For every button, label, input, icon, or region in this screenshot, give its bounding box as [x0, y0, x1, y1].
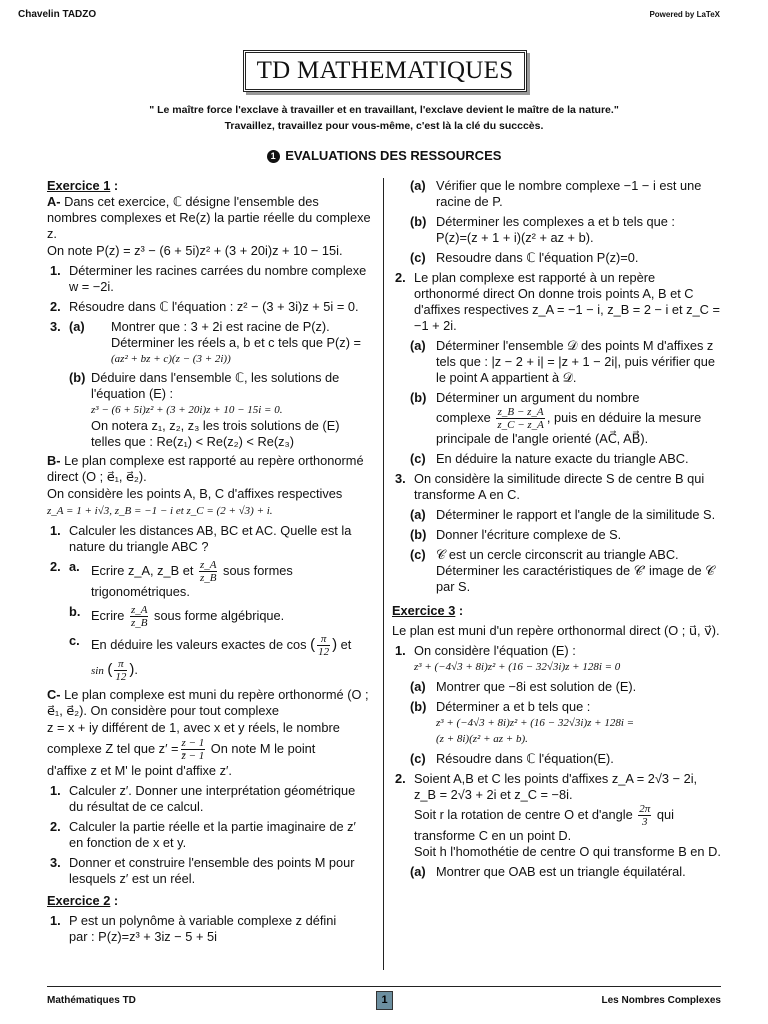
item-r3c: (c) 𝒞 est un cercle circonscrit au triangle ABC. Déterminer les caractéristiques de 𝒞′ image de 𝒞 par S. [410, 547, 715, 594]
item-b1: 1. Calculer les distances AB, BC et AC. Quelle est la nature du triangle ABC ? [50, 523, 352, 554]
item-r2c: (c) En déduire la nature exacte du triangle ABC. [410, 451, 689, 466]
item-a3a: (a) Montrer que : 3 + 2i est racine de P(z). Déterminer les réels a, b et c tels que P(z) = (az² + bz + c)(z − (3 + 2i)) [69, 319, 361, 365]
part-b-intro: B- Le plan complexe est rapporté au repère orthonormé direct (O ; e⃗₁, e⃗₂). [47, 453, 364, 484]
item-e2-1: 1. P est un polynôme à variable complexe z défini par : P(z)=z³ + 3iz − 5 + 5i [50, 913, 337, 944]
exercise-2-title: Exercice 2 : [47, 893, 119, 908]
item-e3-1b: (b) Déterminer a et b tels que : z³ + (−4√3 + 8i)z² + (16 − 32√3i)z + 128i = (z + 8i)(z² + az + b). [410, 699, 635, 745]
section-title: EVALUATIONS DES RESSOURCES [285, 148, 502, 163]
section-heading [0, 148, 768, 163]
item-r3: 3. On considère la similitude directe S de centre B qui transforme A en C. [395, 471, 705, 502]
part-a-intro: A- Dans cet exercice, ℂ désigne l'ensemble des nombres complexes et Re(z) la partie réelle du complexe z. [47, 194, 371, 241]
section-number-icon: 1 [267, 150, 280, 163]
left-column [47, 178, 372, 948]
item-c1: 1. Calculer z′. Donner une interprétation géométrique du résultat de ce calcul. [50, 783, 356, 814]
item-a3b: (b) Déduire dans l'ensemble ℂ, les solutions de l'équation (E) : z³ − (6 + 5i)z² + (3 + 20i)z + 10 − 15i = 0. On notera z₁, z₂, z₃ les trois solutions de (E) telles que : Re(z₁) < Re(z₂) < Re(z₃) [69, 370, 340, 449]
part-c-intro: C- Le plan complexe est muni du repère orthonormé (O ; e⃗₁, e⃗₂). On considère pour tout complexe [47, 687, 369, 718]
item-r1a: (a) Vérifier que le nombre complexe −1 − i est une racine de P. [410, 178, 702, 209]
item-r2a: (a) Déterminer l'ensemble 𝒟 des points M d'affixes z tels que : |z − 2 + i| = |z + 1 − 2i|, puis vérifier que le point A appartient à 𝒟. [410, 338, 715, 385]
exercise-3-intro: Le plan est muni d'un repère orthonormal direct (O ; u⃗, v⃗). [392, 623, 720, 638]
exercise-1-title: Exercice 1 : [47, 178, 119, 193]
item-e3-1a: (a) Montrer que −8i est solution de (E). [410, 679, 637, 694]
item-c2: 2. Calculer la partie réelle et la partie imaginaire de z′ en fonction de x et y. [50, 819, 356, 850]
item-b2b: b. Ecrire $\frac{z\_A}{z\_B}$ sous forme algébrique. [69, 604, 285, 629]
part-b-points: On considère les points A, B, C d'affixes respectives [47, 486, 343, 501]
footer-left: Mathématiques TD [47, 995, 136, 1006]
item-e3-2a: (a) Montrer que OAB est un triangle équilatéral. [410, 864, 686, 879]
part-c-line3: complexe Z tel que z′ = $\frac{z - 1}{z̄ - 1}$ On note M le point [47, 737, 316, 762]
item-r1c: (c) Resoudre dans ℂ l'équation P(z)=0. [410, 250, 639, 265]
footer-rule [47, 986, 721, 987]
part-c-line2: z = x + iy différent de 1, avec x et y réels, le nombre [47, 720, 340, 735]
item-r3a: (a) Déterminer le rapport et l'angle de la similitude S. [410, 507, 716, 522]
title-box [243, 50, 527, 92]
quote [0, 102, 768, 134]
author: Chavelin TADZO [18, 9, 97, 20]
page-title: TD MATHEMATIQUES [256, 57, 514, 84]
exercise-3-title: Exercice 3 : [392, 603, 464, 618]
item-a1: 1. Déterminer les racines carrées du nombre complexe w = −2i. [50, 263, 367, 294]
part-c-line4: d'affixe z et M' le point d'affixe z′. [47, 763, 232, 778]
page-number: 1 [376, 991, 393, 1010]
item-r1b: (b) Déterminer les complexes a et b tels que : P(z)=(z + 1 + i)(z² + az + b). [410, 214, 675, 245]
fraction-za-zb: $\frac{z\_A}{z\_B}$ [199, 559, 217, 584]
item-e3-2: 2. Soient A,B et C les points d'affixes z_A = 2√3 − 2i, z_B = 2√3 + 2i et z_C = −8i. Soit r la rotation de centre O et d'angle $\frac{2\pi}{3}$ qui transforme C en un point D. Soit h l'homothétie de centre O qui transforme B en D. [395, 771, 721, 859]
fraction-za-zb-2: $\frac{z\_A}{z\_B}$ [130, 604, 148, 629]
item-r2: 2. Le plan complexe est rapporté à un repère orthonormé direct On donne trois points A, B et C d'affixes respectives z_A = −1 − i, z_B = 2 − i et z_C = −1 + 2i. [395, 270, 720, 333]
item-c3: 3. Donner et construire l'ensemble des points M pour lesquels z′ est un réel. [50, 855, 355, 886]
item-b2a: a. Ecrire z_A, z_B et $\frac{z\_A}{z\_B}$ sous formes trigonométriques. [69, 559, 293, 599]
part-a-note: On note P(z) = z³ − (6 + 5i)z² + (3 + 20i)z + 10 − 15i. [47, 243, 343, 258]
powered-by: Powered by LaTeX [649, 10, 720, 19]
quote-line-2: Travaillez, travaillez pour vous-même, c'est là la clé du succcès. [224, 120, 544, 132]
quote-line-1: " Le maître force l'exclave à travailler et en travaillant, l'exclave devient le maître de la nature." [149, 104, 619, 116]
column-divider [383, 178, 384, 970]
item-e3-1c: (c) Résoudre dans ℂ l'équation(E). [410, 751, 614, 766]
item-b2: 2. a. Ecrire z_A, z_B et $\frac{z\_A}{z\_B}$ sous formes trigonométriques. b. Ecrire $\frac{z\_A}{z\_B}$ sous forme algébrique. c. En déduire les valeurs exactes de cos ( $\frac{\pi}{12}$ ) et sin ( $\frac{\pi}{12}$ ). [47, 559, 372, 683]
item-e3-1: 1. On considère l'équation (E) : z³ + (−4√3 + 8i)z² + (16 − 32√3i)z + 128i = 0 [395, 643, 621, 673]
footer-right: Les Nombres Complexes [601, 995, 721, 1006]
item-a3: 3. (a) Montrer que : 3 + 2i est racine de P(z). Déterminer les réels a, b et c tels que P(z) = (az² + bz + c)(z − (3 + 2i)) (b) Déduire dans l'ensemble ℂ, les solutions de l'équation (E) : z³ − (6 + 5i)z² + (3 + 20i)z + 10 − 15i = 0. On notera z₁, z₂, z₃ les trois solutions de (E) telles que : Re(z₁) < Re(z₂) < Re(z₃) [47, 319, 372, 450]
item-r3b: (b) Donner l'écriture complexe de S. [410, 527, 622, 542]
right-column [392, 178, 722, 882]
item-b2c: c. En déduire les valeurs exactes de cos ( $\frac{\pi}{12}$ ) et sin ( $\frac{\pi}{12}$ ). [69, 633, 352, 683]
part-b-affixes: z_A = 1 + i√3, z_B = −1 − i et z_C = (2 + √3) + i. [47, 505, 273, 517]
item-r2b: (b) Déterminer un argument du nombre complexe $\frac{z\_B - z\_A}{z\_C - z\_A}$ , puis en déduire la mesure principale de l'angle orienté (AC⃗, AB⃗). [410, 390, 702, 446]
item-a2: 2. Résoudre dans ℂ l'équation : z² − (3 + 3i)z + 5i = 0. [50, 299, 359, 314]
